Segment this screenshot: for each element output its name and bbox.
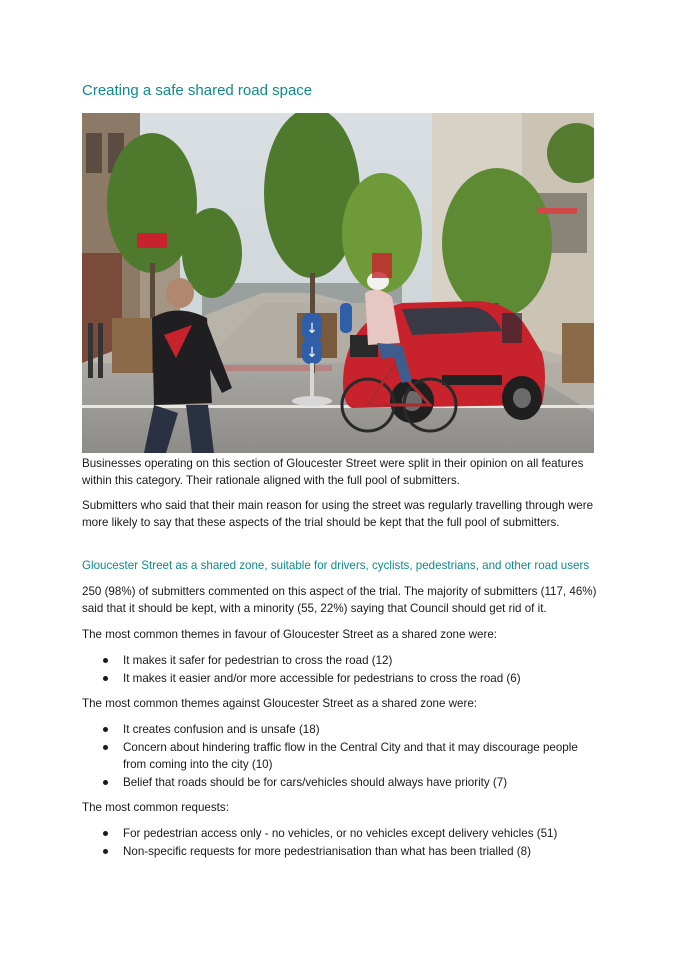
bullet-icon	[103, 831, 108, 836]
section-title: Gloucester Street as a shared zone, suitable for drivers, cyclists, pedestrians, and other road users	[82, 559, 590, 572]
favour-list	[82, 652, 597, 688]
bullet-icon	[103, 676, 108, 681]
intro-paragraph-1: Businesses operating on this section of Gloucester Street were split in their opinion on all features within this category. Their rationale aligned with the full pool of submitters.	[82, 457, 584, 487]
list-item: Belief that roads should be for cars/vehicles should always have priority (7)	[82, 774, 597, 791]
street-photo	[82, 113, 594, 453]
list-item: Non-specific requests for more pedestrianisation than what has been trialled (8)	[82, 843, 597, 860]
page-heading: Creating a safe shared road space	[82, 82, 313, 99]
against-intro: The most common themes against Gloucester Street as a shared zone were:	[82, 697, 478, 710]
requests-list	[82, 825, 597, 861]
sign-arrow-1: ↓	[306, 321, 318, 337]
bullet-icon	[103, 849, 108, 854]
sign-arrow-2: ↓	[306, 345, 318, 361]
bullet-icon	[103, 745, 108, 750]
list-item: It makes it safer for pedestrian to cross the road (12)	[82, 652, 597, 669]
section-summary: 250 (98%) of submitters commented on this aspect of the trial. The majority of submitters (117, 46%) said that it should be kept, with a minority (55, 22%) saying that Council should get rid of it.	[82, 585, 597, 615]
favour-intro: The most common themes in favour of Gloucester Street as a shared zone were:	[82, 628, 497, 641]
requests-intro: The most common requests:	[82, 801, 229, 814]
list-item: It creates confusion and is unsafe (18)	[82, 721, 597, 738]
bullet-icon	[103, 780, 108, 785]
bullet-icon	[103, 727, 108, 732]
intro-paragraph-2: Submitters who said that their main reason for using the street was regularly travelling through were more likely to say that these aspects of the trial should be kept that the full pool of submitters.	[82, 499, 594, 529]
list-item: It makes it easier and/or more accessible for pedestrians to cross the road (6)	[82, 670, 597, 687]
list-item: For pedestrian access only - no vehicles, or no vehicles except delivery vehicles (51)	[82, 825, 597, 842]
list-item: Concern about hindering traffic flow in the Central City and that it may discourage people from coming into the city (10)	[82, 739, 597, 773]
bullet-icon	[103, 658, 108, 663]
against-list	[82, 721, 597, 792]
